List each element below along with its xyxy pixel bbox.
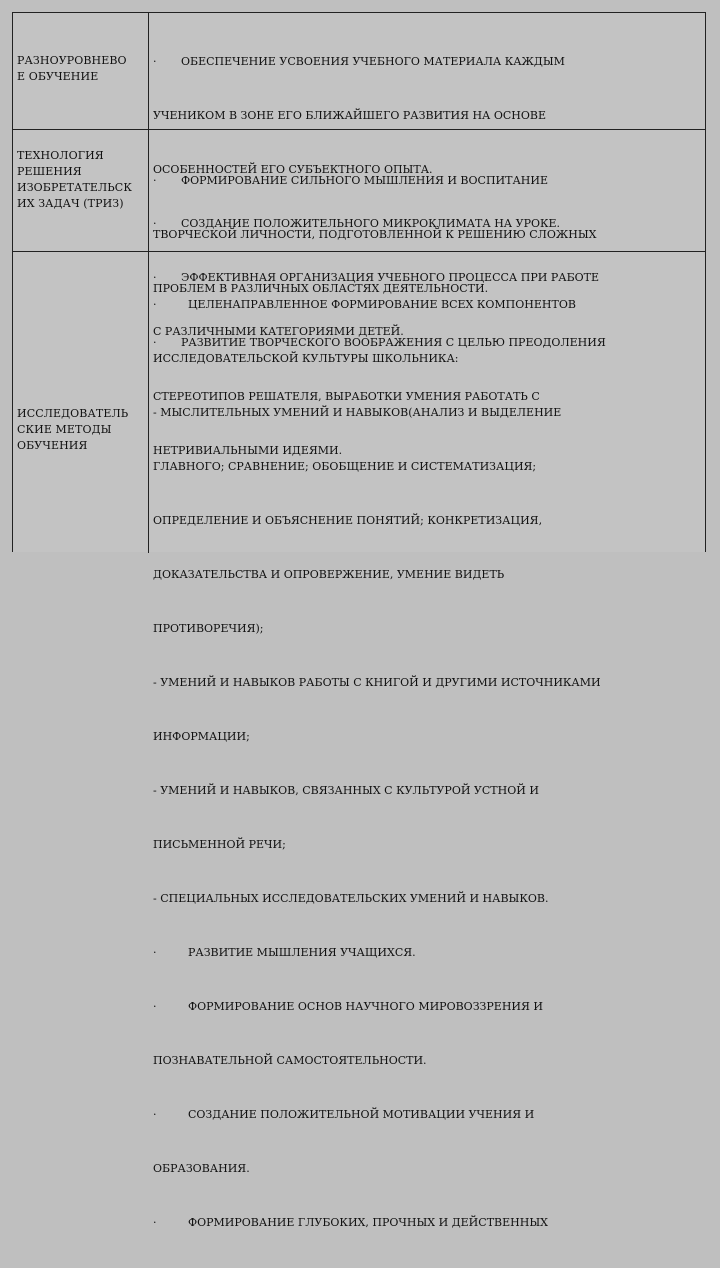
goal-line: С РАЗЛИЧНЫМИ КАТЕГОРИЯМИ ДЕТЕЙ. xyxy=(153,325,404,338)
goal-line: ОПРЕДЕЛЕНИЕ И ОБЪЯСНЕНИЕ ПОНЯТИЙ; КОНКРЕТИЗАЦИЯ, xyxy=(153,514,543,527)
goal-line: · ЭФФЕКТИВНАЯ ОРГАНИЗАЦИЯ УЧЕБНОГО ПРОЦЕССА ПРИ РАБОТЕ xyxy=(153,271,600,284)
goal-line: - УМЕНИЙ И НАВЫКОВ РАБОТЫ С КНИГОЙ И ДРУГИМИ ИСТОЧНИКАМИ xyxy=(153,676,601,689)
goal-line: · СОЗДАНИЕ ПОЛОЖИТЕЛЬНОЙ МОТИВАЦИИ УЧЕНИЯ И xyxy=(153,1108,535,1121)
goal-line: · ФОРМИРОВАНИЕ ГЛУБОКИХ, ПРОЧНЫХ И ДЕЙСТВЕННЫХ xyxy=(153,1216,548,1229)
goal-line: ОБРАЗОВАНИЯ. xyxy=(153,1162,250,1175)
goal-line: ПОЗНАВАТЕЛЬНОЙ САМОСТОЯТЕЛЬНОСТИ. xyxy=(153,1054,427,1067)
goal-line: · ФОРМИРОВАНИЕ ОСНОВ НАУЧНОГО МИРОВОЗЗРЕНИЯ И xyxy=(153,1000,544,1013)
goal-line: - УМЕНИЙ И НАВЫКОВ, СВЯЗАННЫХ С КУЛЬТУРОЙ УСТНОЙ И xyxy=(153,784,539,797)
method-name-cell xyxy=(13,252,149,553)
goal-line: · ЦЕЛЕНАПРАВЛЕННОЕ ФОРМИРОВАНИЕ ВСЕХ КОМПОНЕНТОВ xyxy=(153,298,576,311)
goal-line: · РАЗВИТИЕ МЫШЛЕНИЯ УЧАЩИХСЯ. xyxy=(153,946,416,959)
goal-line: · ОБЕСПЕЧЕНИЕ УСВОЕНИЯ УЧЕБНОГО МАТЕРИАЛА КАЖДЫМ xyxy=(153,55,565,68)
goal-line: НЕТРИВИАЛЬНЫМИ ИДЕЯМИ. xyxy=(153,444,343,457)
goal-line: ПИСЬМЕННОЙ РЕЧИ; xyxy=(153,838,286,851)
goal-line: ПРОТИВОРЕЧИЯ); xyxy=(153,622,264,635)
goal-line: ГЛАВНОГО; СРАВНЕНИЕ; ОБОБЩЕНИЕ И СИСТЕМАТИЗАЦИЯ; xyxy=(153,460,537,473)
goal-line: ИССЛЕДОВАТЕЛЬСКОЙ КУЛЬТУРЫ ШКОЛЬНИКА: xyxy=(153,352,459,365)
goal-line: · ФОРМИРОВАНИЕ СИЛЬНОГО МЫШЛЕНИЯ И ВОСПИТАНИЕ xyxy=(153,174,549,187)
goal-line: УЧЕНИКОМ В ЗОНЕ ЕГО БЛИЖАЙШЕГО РАЗВИТИЯ НА ОСНОВЕ xyxy=(153,109,547,122)
goal-line: ДОКАЗАТЕЛЬСТВА И ОПРОВЕРЖЕНИЕ, УМЕНИЕ ВИДЕТЬ xyxy=(153,568,505,581)
goal-line: ТВОРЧЕСКОЙ ЛИЧНОСТИ, ПОДГОТОВЛЕННОЙ К РЕШЕНИЮ СЛОЖНЫХ xyxy=(153,228,597,241)
method-name-cell xyxy=(13,13,149,129)
methods-table xyxy=(12,12,706,1229)
method-name: ИССЛЕДОВАТЕЛЬ СКИЕ МЕТОДЫ ОБУЧЕНИЯ xyxy=(17,407,129,452)
method-name-cell xyxy=(13,130,149,251)
method-name: РАЗНОУРОВНЕВО Е ОБУЧЕНИЕ xyxy=(17,54,127,83)
goal-line: ПРОБЛЕМ В РАЗЛИЧНЫХ ОБЛАСТЯХ ДЕЯТЕЛЬНОСТИ. xyxy=(153,282,489,295)
goal-line: - СПЕЦИАЛЬНЫХ ИССЛЕДОВАТЕЛЬСКИХ УМЕНИЙ И НАВЫКОВ. xyxy=(153,892,549,905)
goal-line: · РАЗВИТИЕ ТВОРЧЕСКОГО ВООБРАЖЕНИЯ С ЦЕЛЬЮ ПРЕОДОЛЕНИЯ xyxy=(153,336,606,349)
method-goals-cell xyxy=(149,252,705,1229)
goal-line: СТЕРЕОТИПОВ РЕШАТЕЛЯ, ВЫРАБОТКИ УМЕНИЯ РАБОТАТЬ С xyxy=(153,390,540,403)
goal-line: ОСОБЕННОСТЕЙ ЕГО СУБЪЕКТНОГО ОПЫТА. xyxy=(153,163,433,176)
method-goals-text xyxy=(153,260,703,1268)
goal-line: ИНФОРМАЦИИ; xyxy=(153,730,250,743)
table-row xyxy=(13,251,705,1229)
method-name: ТЕХНОЛОГИЯ РЕШЕНИЯ ИЗОБРЕТАТЕЛЬСК ИХ ЗАДАЧ (ТРИЗ) xyxy=(17,149,132,210)
goal-line: · СОЗДАНИЕ ПОЛОЖИТЕЛЬНОГО МИКРОКЛИМАТА НА УРОКЕ. xyxy=(153,217,561,230)
goal-line: - МЫСЛИТЕЛЬНЫХ УМЕНИЙ И НАВЫКОВ(АНАЛИЗ И ВЫДЕЛЕНИЕ xyxy=(153,406,562,419)
